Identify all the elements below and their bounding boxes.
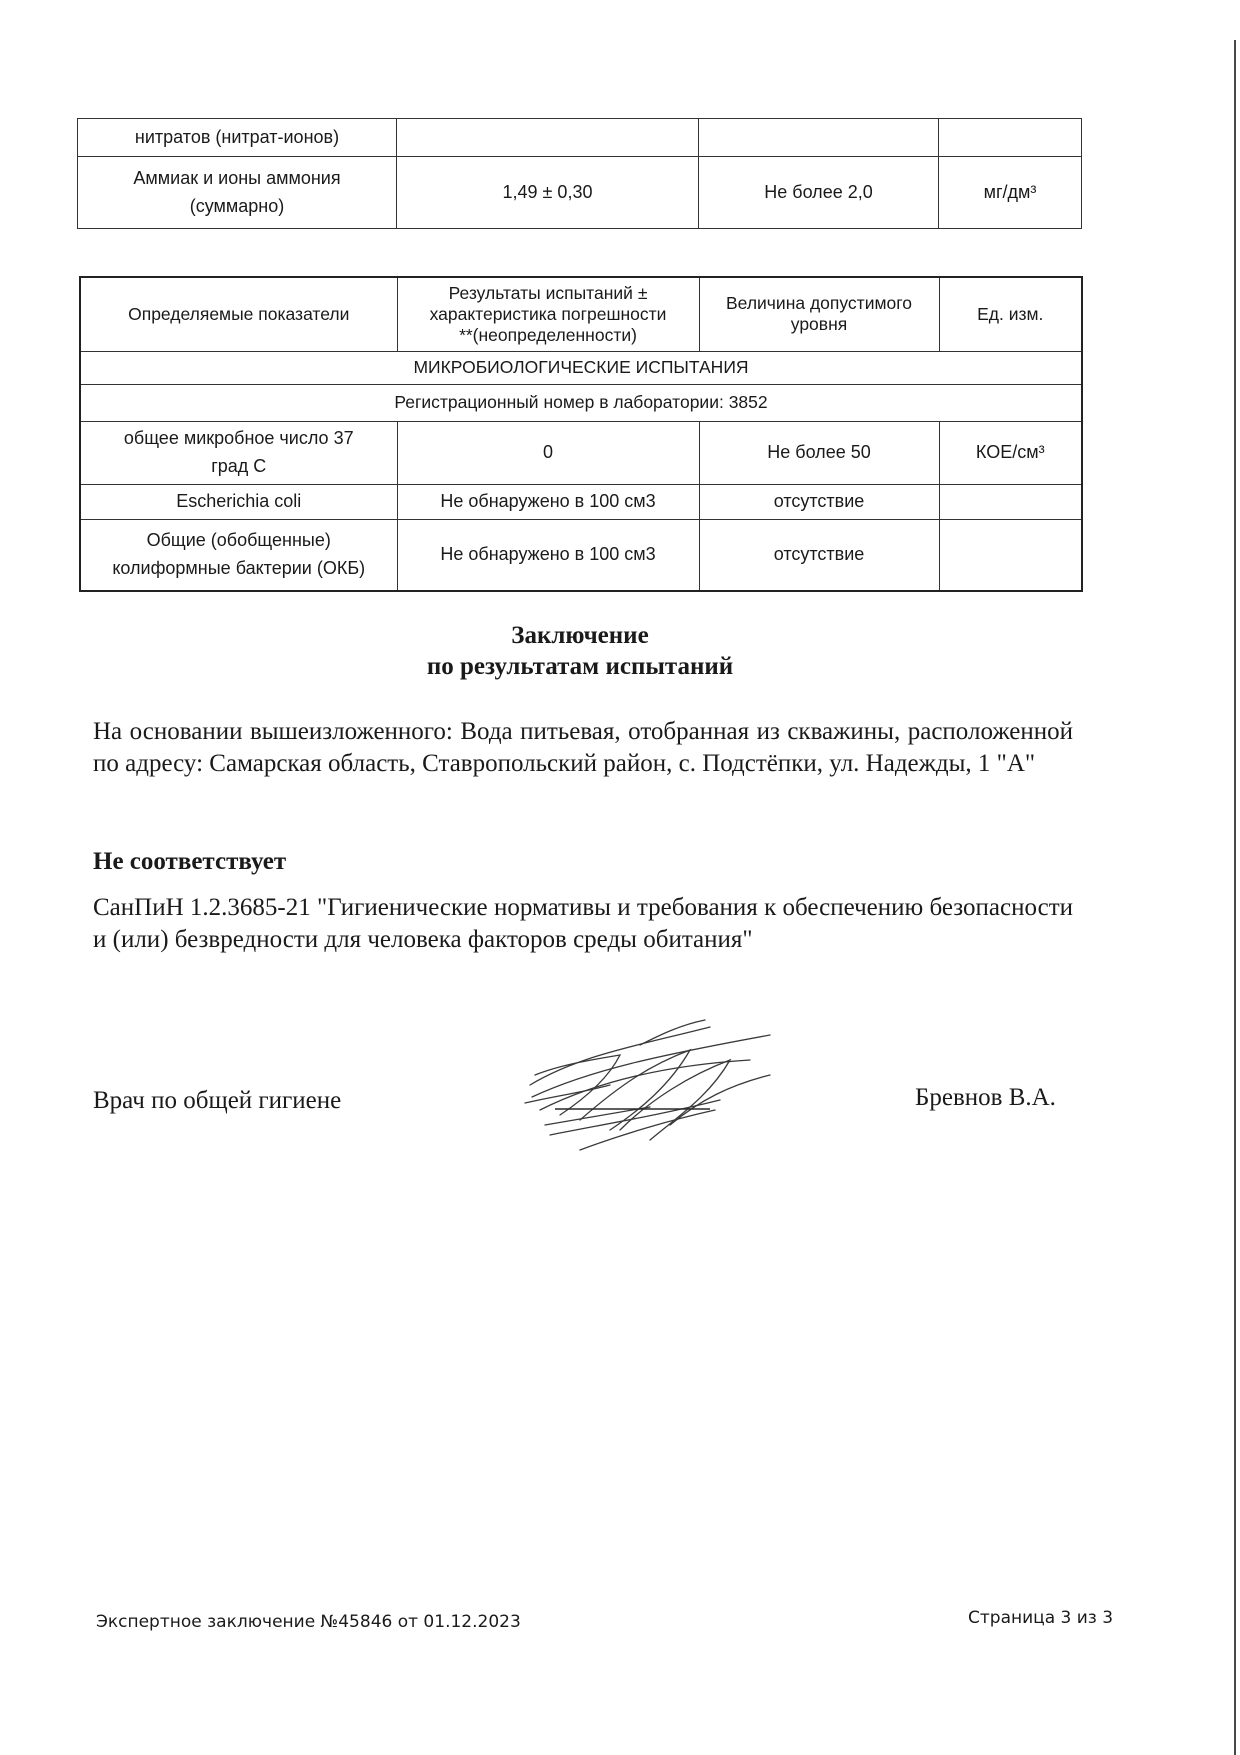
- conclusion-subtitle: по результатам испытаний: [426, 653, 734, 680]
- norm-cell: Не более 50: [699, 421, 939, 484]
- unit-cell: [939, 119, 1082, 157]
- conclusion-basis: На основании вышеизложенного: Вода питьевая, отобранная из скважины, расположенной по адресу: Самарская область, Ставропольский район, с. Подстёпки, ул. Надежды, 1 "А": [93, 718, 1073, 777]
- indicator-cell: [78, 157, 397, 229]
- footer-document-ref: Экспертное заключение №45846 от 01.12.2023: [96, 1612, 521, 1632]
- section-row: [80, 351, 1082, 384]
- signer-position: Врач по общей гигиене: [93, 1087, 342, 1114]
- conclusion-verdict: Не соответствует: [93, 848, 287, 875]
- indicator-line: общее микробное число 37: [123, 427, 354, 448]
- header-result: [397, 277, 699, 351]
- chemical-results-table: [77, 118, 1082, 229]
- table-header-row: [80, 277, 1082, 351]
- indicator-line: (суммарно): [189, 195, 285, 216]
- norm-cell: [699, 119, 939, 157]
- registration-number: Регистрационный номер в лаборатории: 3852: [80, 384, 1082, 421]
- result-cell: 0: [397, 421, 699, 484]
- handwritten-signature: [520, 1015, 800, 1165]
- table-row: [80, 421, 1082, 484]
- indicator-line: колиформные бактерии (ОКБ): [112, 557, 366, 578]
- conclusion-title: Заключение: [511, 622, 649, 649]
- footer-page-number: Страница 3 из 3: [968, 1608, 1114, 1628]
- indicator-line: Общие (обобщенные): [146, 529, 331, 550]
- section-row: [80, 384, 1082, 421]
- header-line: характеристика погрешности: [429, 303, 667, 324]
- header-norm: [699, 277, 939, 351]
- header-line: Результаты испытаний ±: [448, 282, 648, 303]
- table-row: [78, 119, 1082, 157]
- result-cell: 1,49 ± 0,30: [397, 157, 699, 229]
- indicator-cell: [80, 421, 397, 484]
- unit-cell: КОЕ/см³: [939, 421, 1082, 484]
- header-indicator: Определяемые показатели: [80, 277, 397, 351]
- unit-cell: мг/дм³: [939, 157, 1082, 229]
- indicator-line: Аммиак и ионы аммония: [133, 167, 341, 188]
- header-line: Величина допустимого: [726, 293, 912, 314]
- indicator-cell: [80, 519, 397, 591]
- result-cell: Не обнаружено в 100 см3: [397, 519, 699, 591]
- result-cell: [397, 119, 699, 157]
- signer-name: Бревнов В.А.: [915, 1084, 1056, 1111]
- table-row: [78, 157, 1082, 229]
- unit-cell: [939, 519, 1082, 591]
- microbiological-results-table: [79, 276, 1083, 592]
- section-title: МИКРОБИОЛОГИЧЕСКИЕ ИСПЫТАНИЯ: [80, 351, 1082, 384]
- scan-edge-line: [1234, 40, 1236, 1755]
- result-cell: Не обнаружено в 100 см3: [397, 484, 699, 519]
- header-line: уровня: [790, 314, 848, 335]
- indicator-line: град С: [211, 455, 267, 476]
- header-unit: Ед. изм.: [939, 277, 1082, 351]
- conclusion-standard: СанПиН 1.2.3685-21 "Гигиенические нормативы и требования к обеспечению безопасности и (или) безвредности для человека факторов среды обитания": [93, 894, 1073, 953]
- header-line: **(неопределенности): [459, 324, 637, 345]
- table-row: [80, 519, 1082, 591]
- norm-cell: отсутствие: [699, 484, 939, 519]
- indicator-cell: Escherichia coli: [80, 484, 397, 519]
- norm-cell: Не более 2,0: [699, 157, 939, 229]
- norm-cell: отсутствие: [699, 519, 939, 591]
- indicator-cell: нитратов (нитрат-ионов): [78, 119, 397, 157]
- table-row: [80, 484, 1082, 519]
- unit-cell: [939, 484, 1082, 519]
